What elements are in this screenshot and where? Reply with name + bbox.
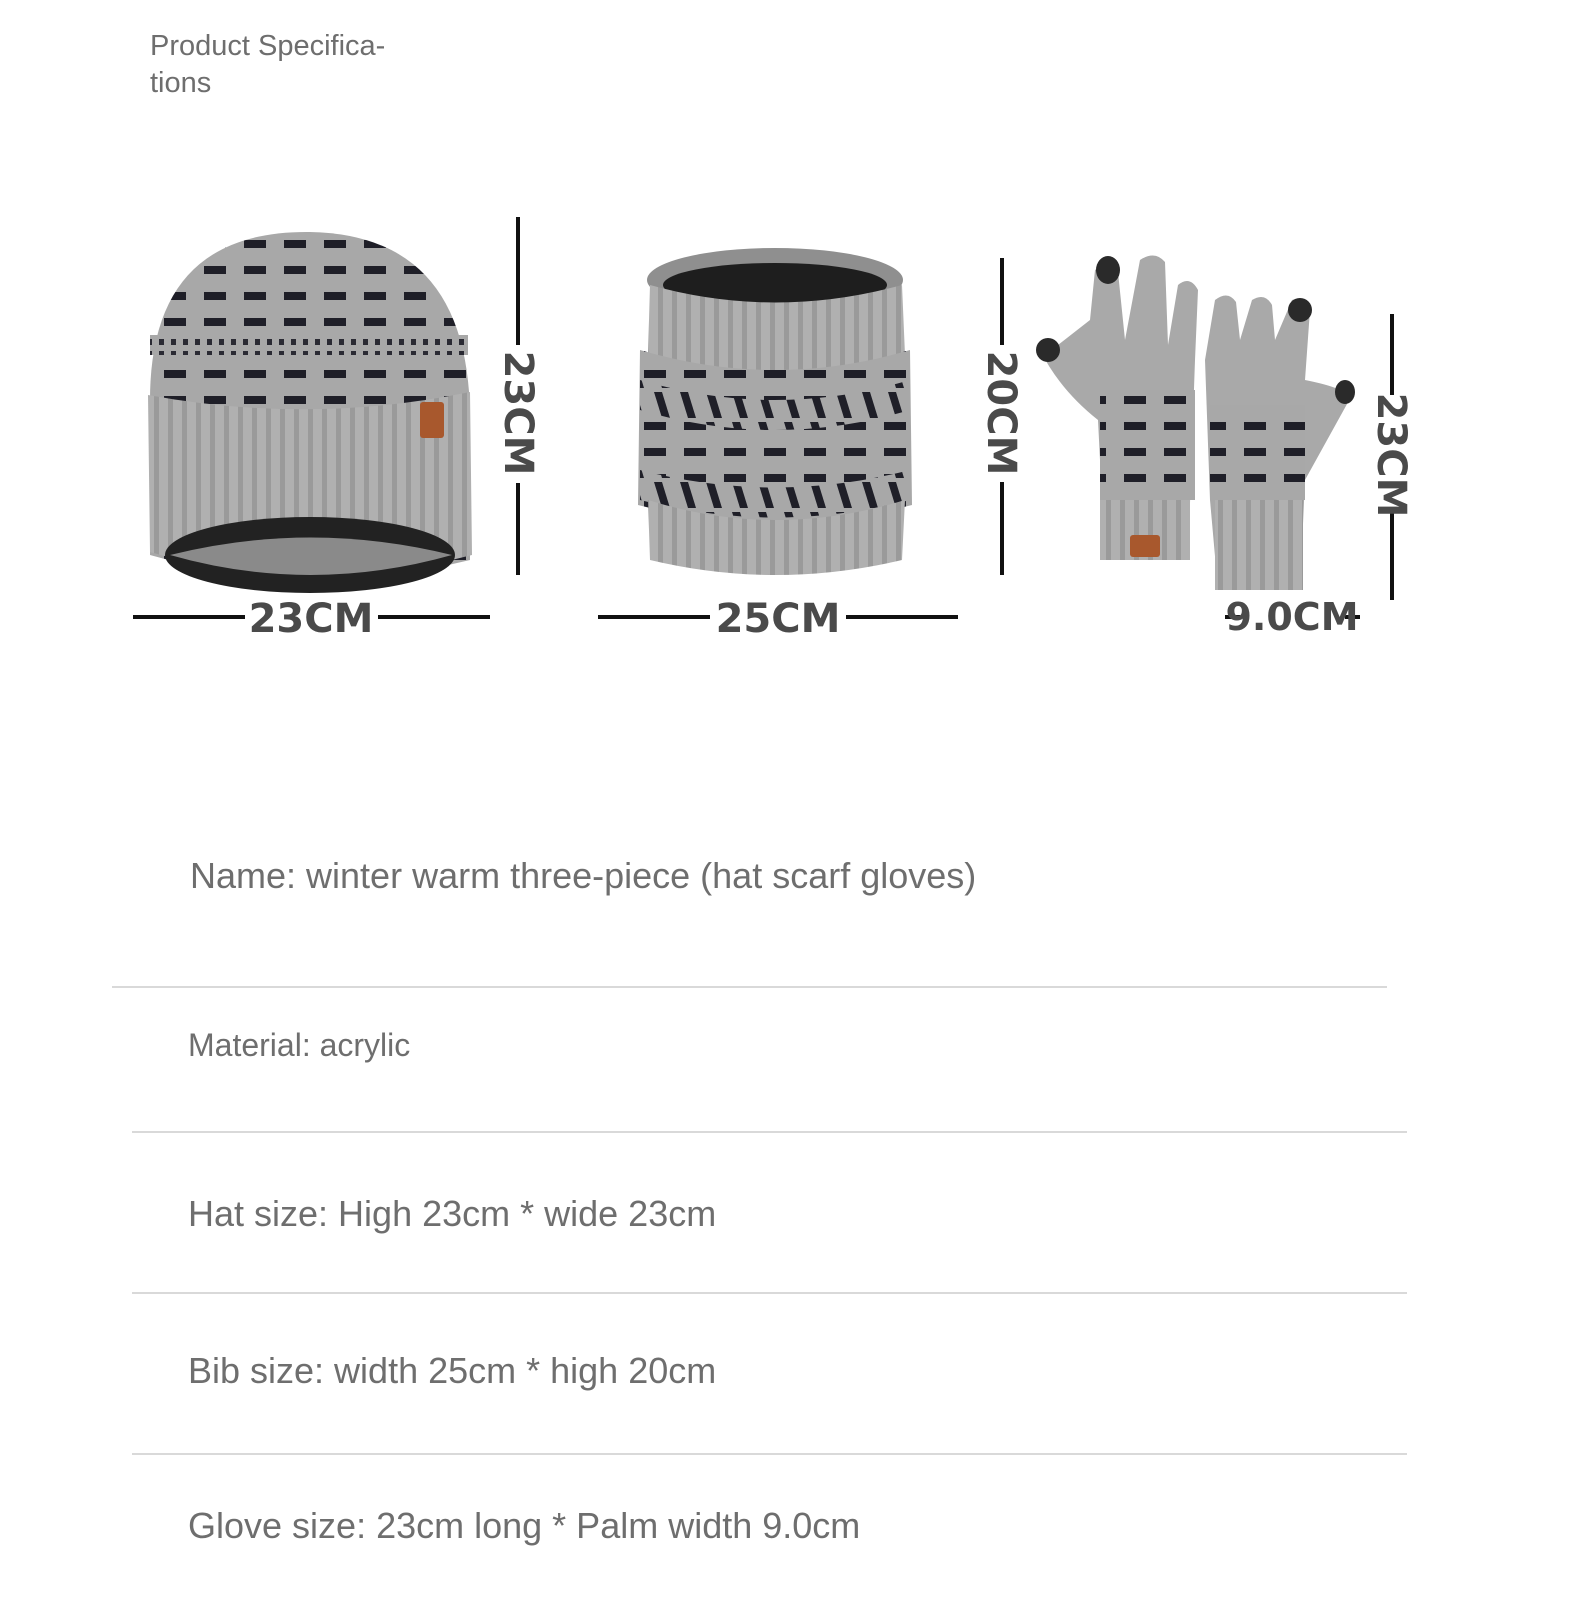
hat-height-label: 23CM xyxy=(495,350,541,476)
spec-name: Name: winter warm three-piece (hat scarf gloves) xyxy=(190,855,977,896)
page-title: Product Specifica- tions xyxy=(150,30,386,99)
divider xyxy=(132,1131,1407,1133)
spec-glove-size: Glove size: 23cm long * Palm width 9.0cm xyxy=(188,1505,861,1546)
scarf-illustration xyxy=(638,248,912,575)
hat-width-label: 23CM xyxy=(248,596,374,642)
scarf-height-label: 20CM xyxy=(978,350,1024,476)
hat-illustration xyxy=(148,232,472,593)
gloves-height-label: 23CM xyxy=(1368,392,1414,518)
spec-material: Material: acrylic xyxy=(188,1027,411,1063)
scarf-width-label: 25CM xyxy=(715,596,841,642)
divider xyxy=(112,986,1387,988)
product-illustration xyxy=(0,200,1596,670)
gloves-illustration xyxy=(1036,255,1355,590)
spec-hat-size: Hat size: High 23cm * wide 23cm xyxy=(188,1193,717,1234)
divider xyxy=(132,1453,1407,1455)
divider xyxy=(132,1292,1407,1294)
gloves-width-label: 9.0CM xyxy=(1225,595,1359,639)
spec-bib-size: Bib size: width 25cm * high 20cm xyxy=(188,1350,717,1391)
